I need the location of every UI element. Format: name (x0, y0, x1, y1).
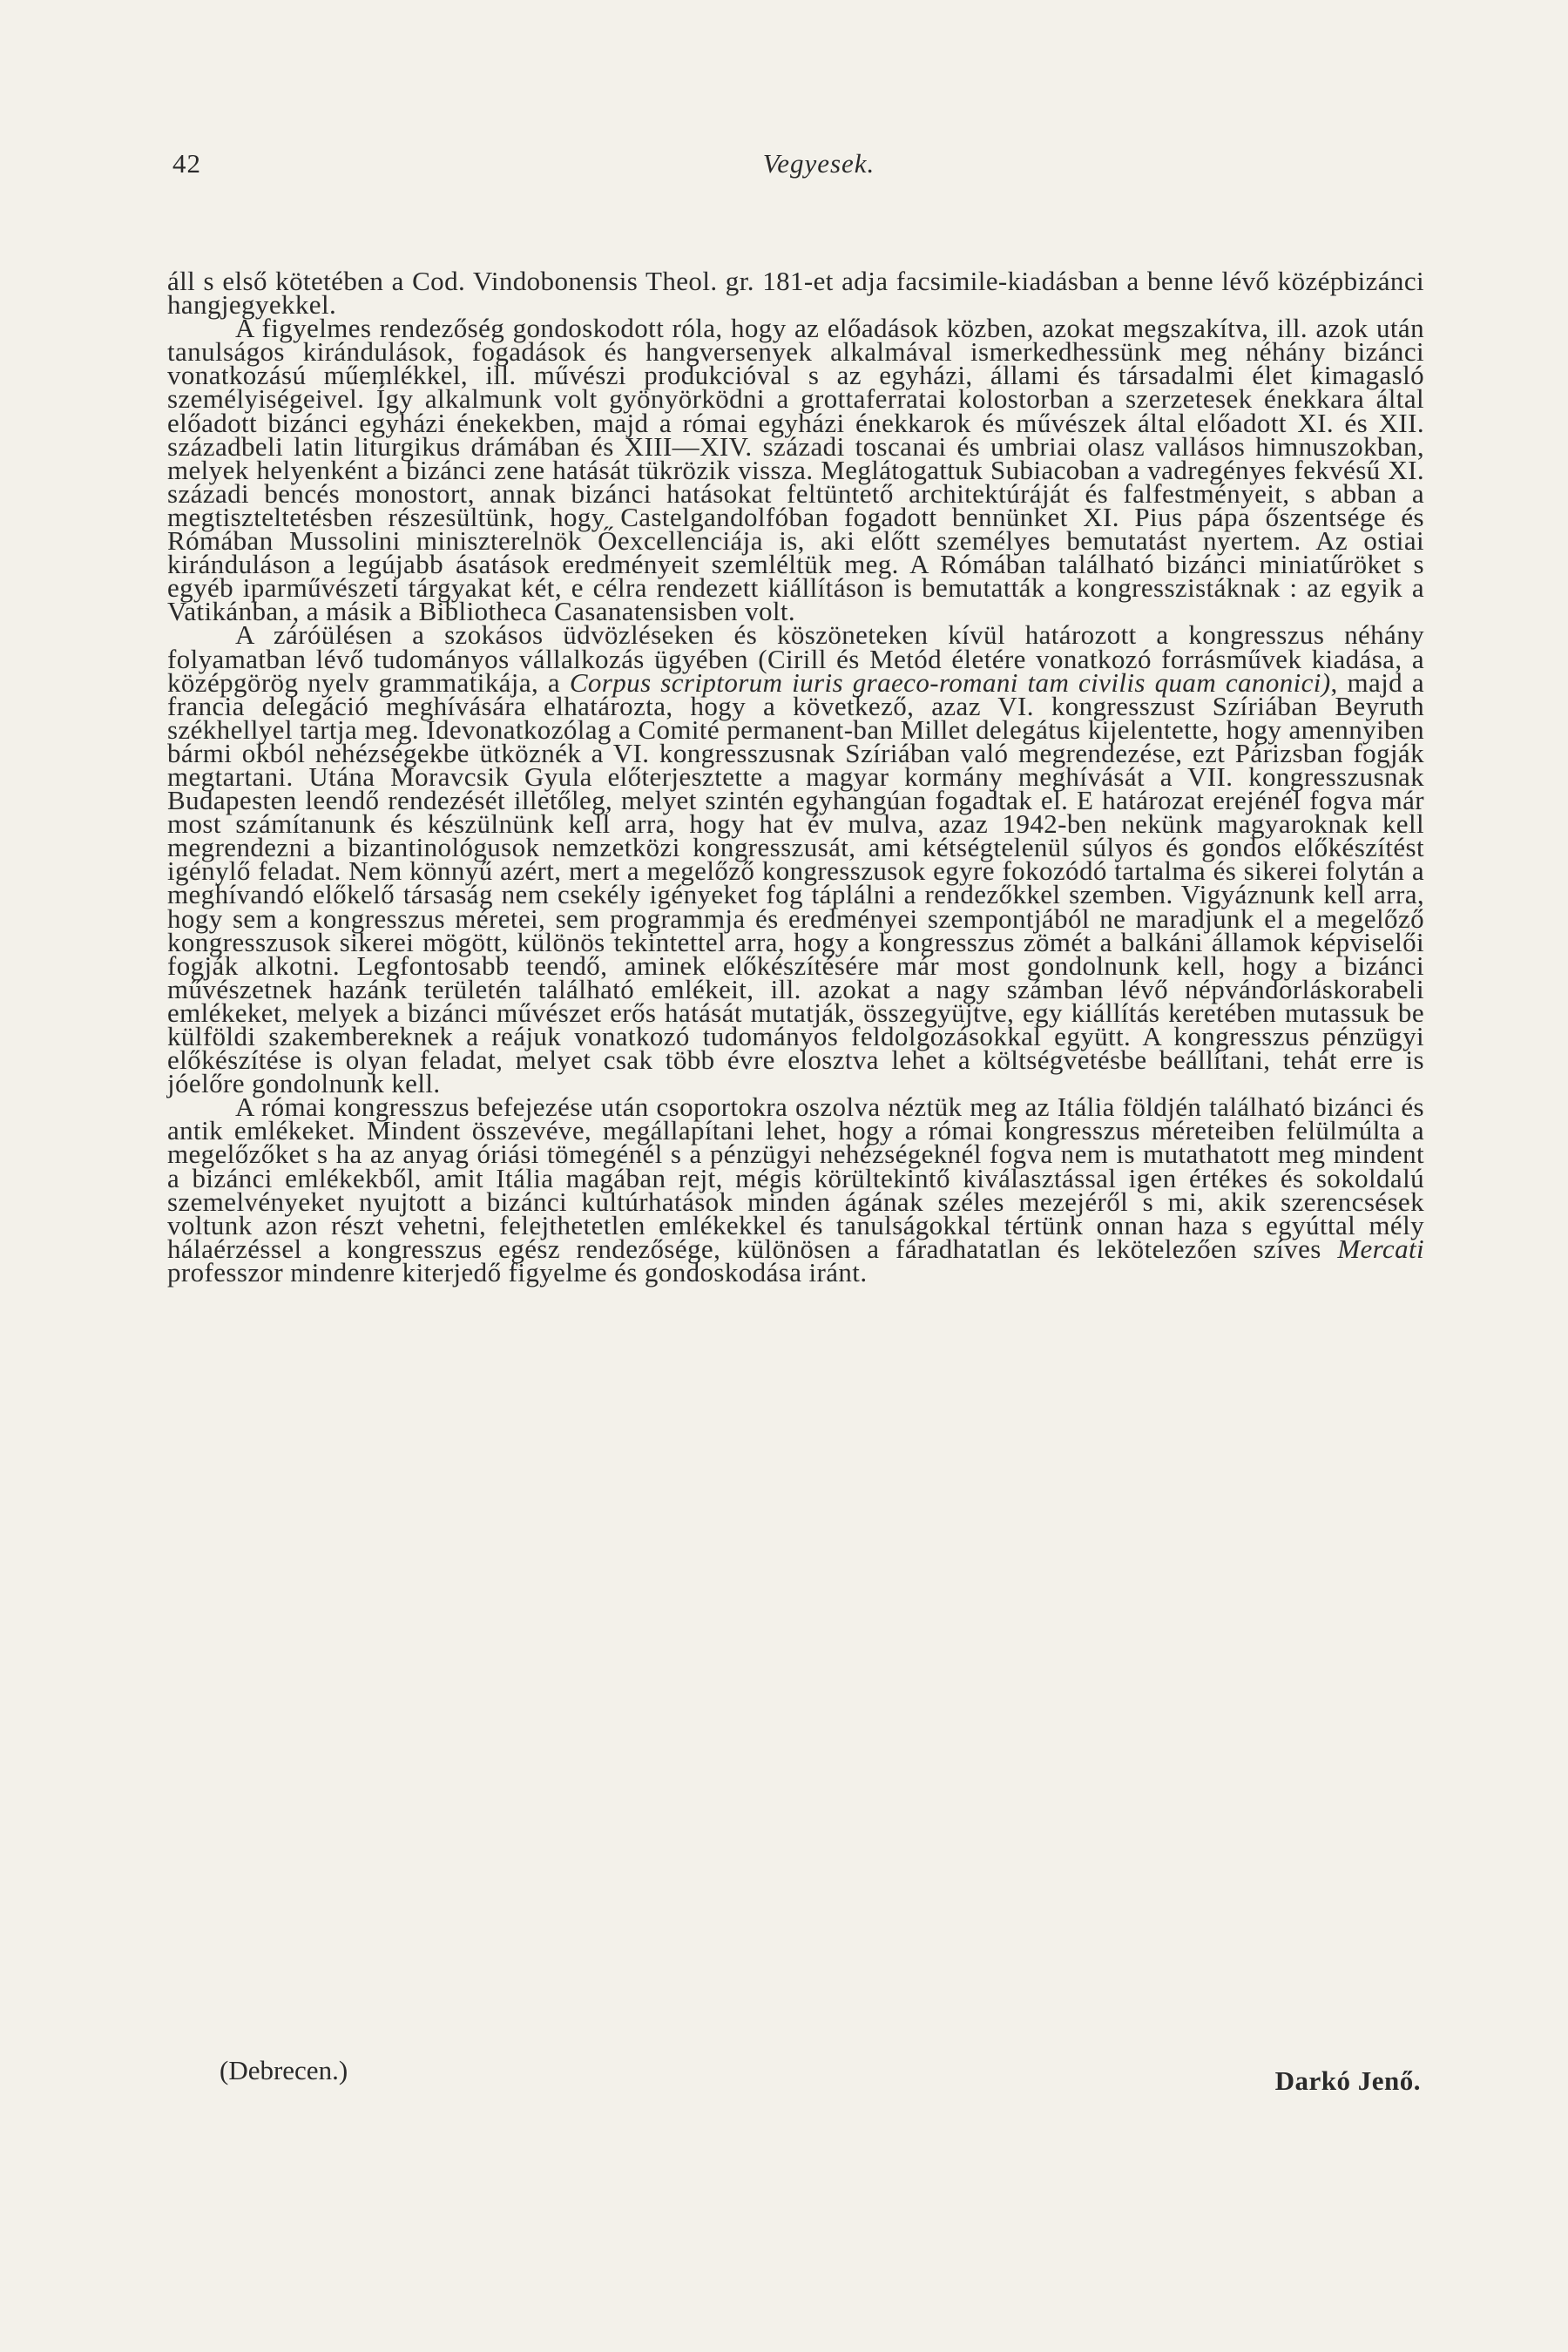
page-header (166, 148, 1420, 192)
signature-place: (Debrecen.) (220, 2055, 348, 2085)
signature-line (167, 2055, 1424, 2096)
paragraph-3 (167, 619, 1424, 1099)
signature-author: Darkó Jenő. (1274, 2065, 1421, 2096)
paragraph-1 (167, 266, 1424, 321)
paragraph-text: A záróülésen a szokásos üdvözléseken és köszöneteken kívül határozott a kongresszus néhány folyamatban lévő tudományos vállalkozás ügyében (Cirill és Metód életére vonatkozó forrásművek kiadása, a középgörög nyelv grammatikája, a (167, 619, 1424, 698)
page-number: 42 (172, 148, 201, 179)
paragraph-text: A római kongresszus befejezése után csoportokra oszolva néztük meg az Itália földjén található bizánci és antik emlékeket. Mindent összevéve, megállapítani lehet, hogy a római kongresszus méreteiben felülmúlta a megelőzőket s ha az anyag óriási tömegénél s a pénzügyi nehézségeknél fogva nem is mutathatott meg mindent a bizánci emlékekből, amit Itália magában rejt, mégis körültekintő kiválasztással igen értékes és sokoldalú szemelvényeket nyujtott a bizánci kultúrhatások minden ágának széles mezejéről s mi, akik szerencsések voltunk azon részt vehetni, felejthetetlen emlékekkel és tanulságokkal tértünk onnan haza s egyúttal mély hálaérzéssel a kongresszus egész rendezősége, különösen a fáradhatatlan és lekötelezően szíves (167, 1092, 1424, 1264)
paragraph-text: A figyelmes rendezőség gondoskodott róla, hogy az előadások közben, azokat megszakítva, ill. azok után tanulságos kirándulások, fogadások és hangversenyek alkalmával ismerkedhessünk meg néhány bizánci vonatkozású műemlékkel, ill. művészi produkcióval s az egyházi, állami és társadalmi élet kimagasló személyiségeivel. Így alkalmunk volt gyönyörködni a grottaferratai kolostorban a szerzetesek énekkara által előadott bizánci egyházi énekekben, majd a római egyházi énekkarok és művészek által előadott XI. és XII. századbeli latin liturgikus drámában és XIII—XIV. századi toscanai és umbriai olasz vallásos himnuszokban, melyek helyenként a bizánci zene hatását tükrözik vissza. Meglátogattuk Subiacoban a vadregényes fekvésű XI. századi bencés monostort, annak bizánci hatásokat feltüntető architektúráját és falfestményeit, s abban a megtiszteltetésben részesültünk, hogy Castelgandolfóban fogadott bennünket XI. Pius pápa őszentsége és Rómában Mussolini miniszterelnök Őexcellenciája is, aki előtt személyes bemutatást nyertem. Az ostiai kiránduláson a legújabb ásatások eredményeit szemléltük meg. A Rómában található bizánci miniatűröket s egyéb iparművészeti tárgyakat két, e célra rendezett kiállításon is bemutatták a kongresszistáknak : az egyik a Vatikánban, a másik a Bibliotheca Casanatensisben volt. (167, 313, 1424, 627)
paragraph-text: professzor mindenre kiterjedő figyelme és gondoskodása iránt. (167, 1256, 868, 1288)
italic-name: Mercati (1337, 1233, 1424, 1264)
italic-title: Corpus scriptorum iuris graeco-romani tam civilis quam canonici) (569, 666, 1331, 698)
article-body (167, 266, 1424, 1288)
paragraph-text: , majd a francia delegáció meghívására elhatározta, hogy a következő, azaz VI. kongresszust Szíriában Beyruth székhellyel tartja meg. Idevonatkozólag a Comité permanent-ban Millet delegátus kijelentette, hogy amennyiben bármi okból nehézségekbe ütköznék a VI. kongresszusnak Szíriában való megrendezése, ezt Párizsban fogják megtartani. Utána Moravcsik Gyula előterjesztette a magyar kormány meghívását a VII. kongresszusnak Budapesten leendő rendezését illetőleg, melyet szintén egyhangúan fogadtak el. E határozat erejénél fogva már most számítanunk és készülnünk kell arra, hogy hat év mulva, azaz 1942-ben nekünk magyaroknak kell megrendezni a bizantinológusok nemzetközi kongresszusát, ami kétségtelenül súlyos és gondos előkészítést igénylő feladat. Nem könnyű azért, mert a megelőző kongresszusok egyre fokozódó tartalma és sikerei folytán a meghívandó előkelő társaság nem csekély igényeket fog táplálni a rendezőkkel szemben. Vigyáznunk kell arra, hogy sem a kongresszus méretei, sem programmja és eredményei szempontjából ne maradjunk el a megelőző kongresszusok sikerei mögött, különös tekintettel arra, hogy a kongresszus zömét a balkáni államok képviselői fogják alkotni. Legfontosabb teendő, aminek előkészítésére már most gondolnunk kell, hogy a bizánci művészetnek hazánk területén található emlékeit, ill. azokat a nagy számban lévő népvándorláskorabeli emlékeket, melyek a bizánci művészet erős hatását mutatják, összegyüjtve, egy kiállítás keretében mutassuk be külföldi szakembereknek a reájuk vonatkozó tudományos feldolgozásokkal együtt. A kongresszus pénzügyi előkészítése is olyan feladat, melyet csak több évre elosztva lehet a költségvetésbe beállítani, tehát erre is jóelőre gondolnunk kell. (167, 666, 1424, 1099)
paragraph-4 (167, 1092, 1424, 1288)
paragraph-2 (167, 313, 1424, 627)
paragraph-text: áll s első kötetében a Cod. Vindobonensis Theol. gr. 181-et adja facsimile-kiadásban a benne lévő középbizánci hangjegyekkel. (167, 266, 1424, 321)
running-head: Vegyesek. (762, 148, 875, 179)
